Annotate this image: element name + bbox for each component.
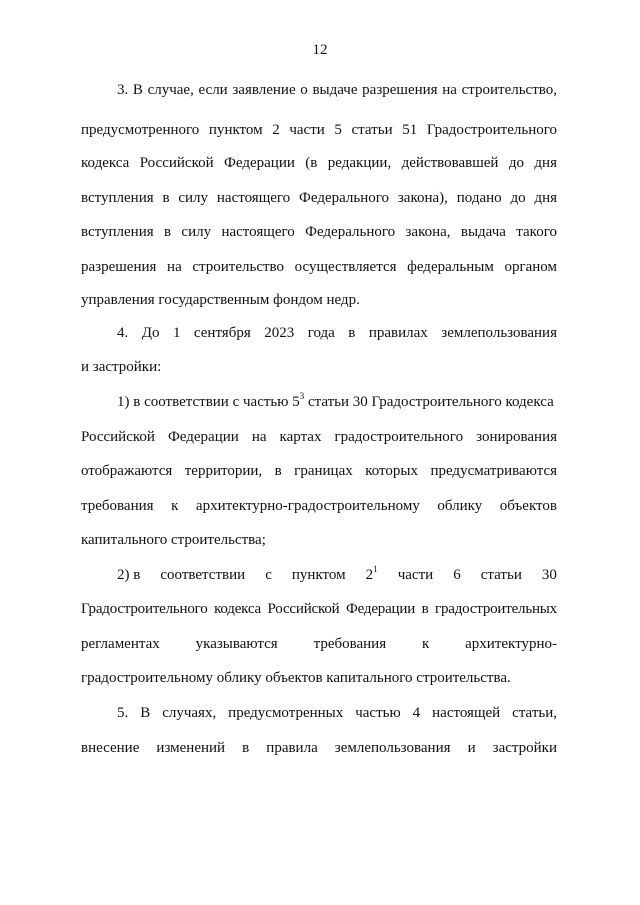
text-line: и застройки: — [81, 359, 162, 375]
text-line: 3. В случае, если заявление о выдаче разрешения на строительство, — [117, 82, 557, 98]
text-line: разрешения на строительство осуществляется федеральным органом — [81, 259, 557, 275]
text-line: внесение изменений в правила землепользования и застройки — [81, 740, 557, 756]
superscript: 1 — [373, 564, 378, 574]
text-line: Российской Федерации на картах градостроительного зонирования — [81, 429, 557, 445]
text-run: с — [265, 567, 272, 583]
text-line: вступления в силу настоящего Федерального закона), подано до дня — [81, 190, 557, 206]
text-line: вступления в силу настоящего Федерального закона, выдача такого — [81, 224, 557, 240]
page-number: 12 — [312, 42, 328, 58]
superscript: 3 — [299, 391, 305, 401]
text-run: статьи 30 Градостроительного кодекса — [304, 394, 554, 410]
text-run: статьи — [480, 567, 522, 583]
text-line: 4. До 1 сентября 2023 года в правилах землепользования — [117, 325, 557, 341]
text-line: градостроительному облику объектов капитального строительства. — [81, 670, 511, 686]
text-run: 30 — [541, 567, 557, 583]
text-line: кодекса Российской Федерации (в редакции, действовавшей до дня — [81, 155, 557, 171]
text-line: предусмотренного пунктом 2 части 5 статьи 51 Градостроительного — [81, 122, 557, 138]
text-run: соответствии — [160, 567, 246, 583]
text-run: части — [397, 567, 434, 583]
text-line: отображаются территории, в границах которых предусматриваются — [81, 463, 557, 479]
text-line: регламентах указываются требования к архитектурно- — [81, 636, 557, 652]
text-line: 5. В случаях, предусмотренных частью 4 настоящей статьи, — [117, 705, 557, 721]
text-line: управления государственным фондом недр. — [81, 292, 360, 308]
text-run: пунктом — [291, 567, 346, 583]
text-line — [117, 565, 557, 585]
text-line: требования к архитектурно-градостроительному облику объектов — [81, 498, 557, 514]
text-line — [117, 392, 557, 412]
text-line: капитального строительства; — [81, 532, 266, 548]
text-line: Градостроительного кодекса Российской Федерации в градостроительных — [81, 601, 557, 617]
text-run: 1) в соответствии с частью 5 — [117, 394, 300, 410]
text-run: $2^1$ — [365, 564, 378, 583]
text-run: 2) в — [117, 567, 141, 583]
text-run: 6 — [453, 567, 461, 583]
